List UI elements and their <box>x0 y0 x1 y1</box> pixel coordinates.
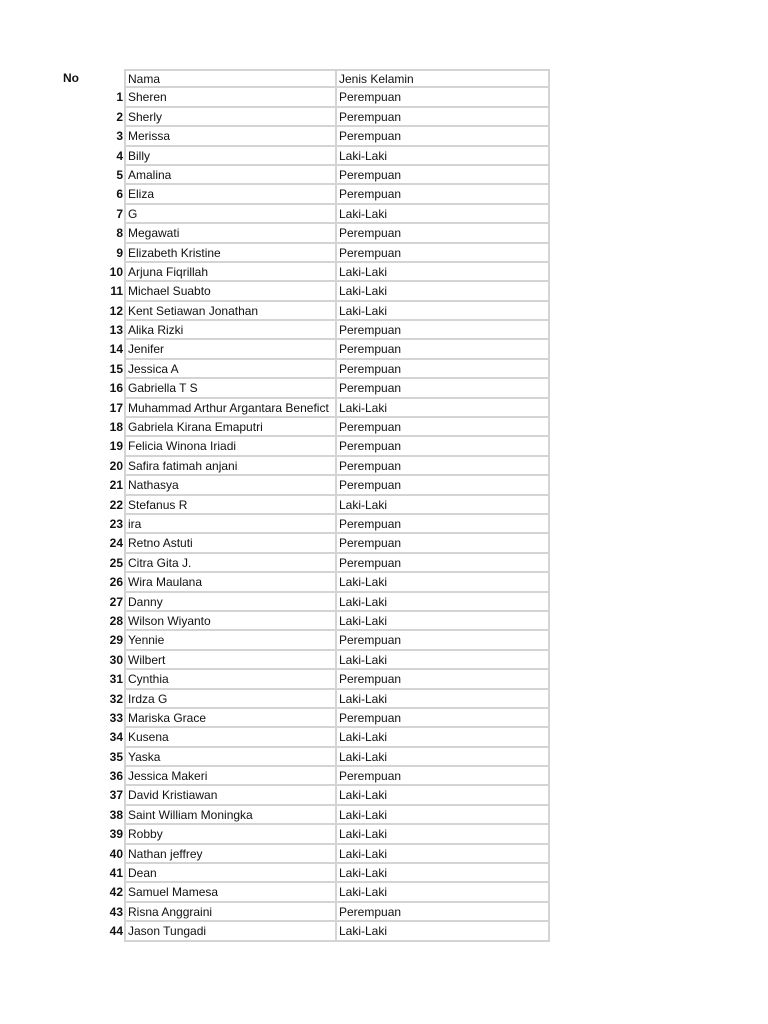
table-row <box>107 845 550 864</box>
cell-nama[interactable]: Stefanus R <box>124 496 337 515</box>
table-row <box>107 282 550 301</box>
row-number: 15 <box>109 361 123 376</box>
cell-nama[interactable]: David Kristiawan <box>124 786 337 805</box>
row-number: 4 <box>116 148 123 163</box>
cell-jenis-kelamin[interactable]: Perempuan <box>337 554 550 573</box>
row-number: 22 <box>109 497 123 512</box>
table-row <box>107 127 550 146</box>
table-row <box>107 515 550 534</box>
cell-nama[interactable]: Yennie <box>124 631 337 650</box>
table-row <box>107 457 550 476</box>
cell-nama[interactable]: Wira Maulana <box>124 573 337 592</box>
table-row <box>107 399 550 418</box>
cell-nama[interactable]: Sherly <box>124 108 337 127</box>
row-number: 30 <box>109 652 123 667</box>
cell-jenis-kelamin[interactable]: Perempuan <box>337 360 550 379</box>
row-number: 3 <box>116 129 123 144</box>
row-number: 36 <box>109 769 123 784</box>
cell-nama[interactable]: Wilson Wiyanto <box>124 612 337 631</box>
table-row <box>107 573 550 592</box>
column-header-nama[interactable]: Nama <box>124 69 337 88</box>
cell-jenis-kelamin[interactable]: Perempuan <box>337 379 550 398</box>
row-number: 38 <box>109 807 123 822</box>
cell-jenis-kelamin[interactable]: Laki-Laki <box>337 728 550 747</box>
cell-nama[interactable]: Kusena <box>124 728 337 747</box>
row-number: 44 <box>109 924 123 939</box>
cell-nama[interactable]: Citra Gita J. <box>124 554 337 573</box>
row-number: 29 <box>109 633 123 648</box>
cell-jenis-kelamin[interactable]: Perempuan <box>337 185 550 204</box>
cell-nama[interactable]: Nathan jeffrey <box>124 845 337 864</box>
cell-jenis-kelamin[interactable]: Laki-Laki <box>337 845 550 864</box>
cell-jenis-kelamin[interactable]: Perempuan <box>337 515 550 534</box>
table-row <box>107 554 550 573</box>
row-number: 24 <box>109 536 123 551</box>
cell-jenis-kelamin[interactable]: Perempuan <box>337 534 550 553</box>
cell-jenis-kelamin[interactable]: Perempuan <box>337 476 550 495</box>
cell-nama[interactable]: Gabriella T S <box>124 379 337 398</box>
cell-nama[interactable]: Elizabeth Kristine <box>124 244 337 263</box>
row-number: 14 <box>109 342 123 357</box>
header-num-spacer <box>107 69 124 88</box>
row-number: 11 <box>110 284 123 299</box>
row-number: 7 <box>116 206 123 221</box>
cell-jenis-kelamin[interactable]: Perempuan <box>337 224 550 243</box>
cell-nama[interactable]: ira <box>124 515 337 534</box>
cell-jenis-kelamin[interactable]: Laki-Laki <box>337 612 550 631</box>
cell-jenis-kelamin[interactable]: Perempuan <box>337 244 550 263</box>
cell-jenis-kelamin[interactable]: Laki-Laki <box>337 282 550 301</box>
cell-jenis-kelamin[interactable]: Perempuan <box>337 457 550 476</box>
cell-nama[interactable]: Dean <box>124 864 337 883</box>
cell-jenis-kelamin[interactable]: Laki-Laki <box>337 922 550 941</box>
cell-nama[interactable]: Alika Rizki <box>124 321 337 340</box>
cell-nama[interactable]: Irdza G <box>124 690 337 709</box>
column-header-no: No <box>63 71 79 85</box>
table-row <box>107 651 550 670</box>
cell-jenis-kelamin[interactable]: Laki-Laki <box>337 748 550 767</box>
cell-nama[interactable]: Amalina <box>124 166 337 185</box>
row-number: 41 <box>109 866 123 881</box>
cell-nama[interactable]: Jessica Makeri <box>124 767 337 786</box>
cell-nama[interactable]: Megawati <box>124 224 337 243</box>
table-body <box>107 88 550 941</box>
cell-jenis-kelamin[interactable]: Laki-Laki <box>337 883 550 902</box>
cell-jenis-kelamin[interactable]: Laki-Laki <box>337 263 550 282</box>
cell-nama[interactable]: Cynthia <box>124 670 337 689</box>
table-row <box>107 709 550 728</box>
cell-jenis-kelamin[interactable]: Laki-Laki <box>337 573 550 592</box>
row-number: 13 <box>109 323 123 338</box>
table-row <box>107 340 550 359</box>
row-number: 8 <box>116 226 123 241</box>
row-number: 21 <box>109 478 123 493</box>
table-row <box>107 418 550 437</box>
cell-nama[interactable]: Gabriela Kirana Emaputri <box>124 418 337 437</box>
table-row <box>107 147 550 166</box>
cell-jenis-kelamin[interactable]: Laki-Laki <box>337 690 550 709</box>
cell-nama[interactable]: Michael Suabto <box>124 282 337 301</box>
column-header-jenis-kelamin[interactable]: Jenis Kelamin <box>337 69 550 88</box>
table-row <box>107 670 550 689</box>
table-row <box>107 825 550 844</box>
cell-jenis-kelamin[interactable]: Laki-Laki <box>337 205 550 224</box>
table-header-row <box>107 69 550 88</box>
cell-nama[interactable]: Kent Setiawan Jonathan <box>124 302 337 321</box>
table-row <box>107 476 550 495</box>
table-row <box>107 224 550 243</box>
row-number: 34 <box>109 730 123 745</box>
row-number: 43 <box>109 904 123 919</box>
cell-nama[interactable]: Saint William Moningka <box>124 806 337 825</box>
cell-nama[interactable]: Wilbert <box>124 651 337 670</box>
table-row <box>107 360 550 379</box>
table-row <box>107 321 550 340</box>
cell-nama[interactable]: Robby <box>124 825 337 844</box>
student-table <box>107 69 550 942</box>
table-row <box>107 205 550 224</box>
cell-nama[interactable]: G <box>124 205 337 224</box>
table-row <box>107 806 550 825</box>
row-number: 6 <box>116 187 123 202</box>
table-row <box>107 379 550 398</box>
cell-nama[interactable]: Risna Anggraini <box>124 903 337 922</box>
table-row <box>107 864 550 883</box>
row-number: 37 <box>109 788 123 803</box>
cell-nama[interactable]: Arjuna Fiqrillah <box>124 263 337 282</box>
cell-nama[interactable]: Muhammad Arthur Argantara Benefict <box>124 399 337 418</box>
cell-nama[interactable]: Billy <box>124 147 337 166</box>
row-number: 1 <box>116 90 123 105</box>
cell-jenis-kelamin[interactable]: Perempuan <box>337 166 550 185</box>
cell-nama[interactable]: Safira fatimah anjani <box>124 457 337 476</box>
cell-nama[interactable]: Merissa <box>124 127 337 146</box>
row-number: 33 <box>109 710 123 725</box>
row-number: 5 <box>116 167 123 182</box>
row-number: 23 <box>109 516 123 531</box>
table-row <box>107 302 550 321</box>
table-row <box>107 728 550 747</box>
cell-jenis-kelamin[interactable]: Laki-Laki <box>337 806 550 825</box>
cell-jenis-kelamin[interactable]: Perempuan <box>337 321 550 340</box>
cell-nama[interactable]: Danny <box>124 593 337 612</box>
cell-nama[interactable]: Samuel Mamesa <box>124 883 337 902</box>
cell-jenis-kelamin[interactable]: Laki-Laki <box>337 147 550 166</box>
table-row <box>107 166 550 185</box>
cell-jenis-kelamin[interactable]: Perempuan <box>337 767 550 786</box>
table-row <box>107 786 550 805</box>
cell-jenis-kelamin[interactable]: Perempuan <box>337 418 550 437</box>
row-number: 16 <box>109 381 123 396</box>
table-row <box>107 496 550 515</box>
table-row <box>107 748 550 767</box>
table-row <box>107 437 550 456</box>
table-row <box>107 690 550 709</box>
table-row <box>107 631 550 650</box>
table-row <box>107 883 550 902</box>
row-number: 2 <box>116 109 123 124</box>
cell-jenis-kelamin[interactable]: Laki-Laki <box>337 399 550 418</box>
cell-nama[interactable]: Eliza <box>124 185 337 204</box>
row-number: 40 <box>109 846 123 861</box>
row-number: 18 <box>109 420 123 435</box>
row-number: 10 <box>109 264 123 279</box>
cell-nama[interactable]: Jason Tungadi <box>124 922 337 941</box>
cell-nama[interactable]: Sheren <box>124 88 337 107</box>
row-number: 9 <box>116 245 123 260</box>
row-number: 25 <box>109 555 123 570</box>
cell-jenis-kelamin[interactable]: Laki-Laki <box>337 593 550 612</box>
cell-jenis-kelamin[interactable]: Perempuan <box>337 670 550 689</box>
table-row <box>107 108 550 127</box>
row-number: 39 <box>109 827 123 842</box>
cell-nama[interactable]: Jenifer <box>124 340 337 359</box>
cell-nama[interactable]: Yaska <box>124 748 337 767</box>
row-number: 20 <box>109 458 123 473</box>
cell-nama[interactable]: Retno Astuti <box>124 534 337 553</box>
cell-jenis-kelamin[interactable]: Perempuan <box>337 127 550 146</box>
cell-nama[interactable]: Felicia Winona Iriadi <box>124 437 337 456</box>
cell-nama[interactable]: Nathasya <box>124 476 337 495</box>
cell-jenis-kelamin[interactable]: Perempuan <box>337 631 550 650</box>
cell-jenis-kelamin[interactable]: Laki-Laki <box>337 302 550 321</box>
table-row <box>107 185 550 204</box>
cell-jenis-kelamin[interactable]: Laki-Laki <box>337 496 550 515</box>
table-row <box>107 612 550 631</box>
cell-jenis-kelamin[interactable]: Laki-Laki <box>337 825 550 844</box>
row-number: 26 <box>109 575 123 590</box>
cell-jenis-kelamin[interactable]: Perempuan <box>337 437 550 456</box>
row-number: 42 <box>109 885 123 900</box>
cell-jenis-kelamin[interactable]: Perempuan <box>337 88 550 107</box>
table-row <box>107 244 550 263</box>
table-row <box>107 767 550 786</box>
cell-nama[interactable]: Mariska Grace <box>124 709 337 728</box>
row-number: 32 <box>109 691 123 706</box>
cell-jenis-kelamin[interactable]: Laki-Laki <box>337 786 550 805</box>
row-number: 28 <box>109 613 123 628</box>
table-row <box>107 922 550 941</box>
row-number: 12 <box>109 303 123 318</box>
row-number: 31 <box>109 672 123 687</box>
row-number: 17 <box>109 400 123 415</box>
cell-jenis-kelamin[interactable]: Laki-Laki <box>337 864 550 883</box>
table-row <box>107 263 550 282</box>
cell-jenis-kelamin[interactable]: Perempuan <box>337 709 550 728</box>
table-row <box>107 534 550 553</box>
table-row <box>107 903 550 922</box>
cell-nama[interactable]: Jessica A <box>124 360 337 379</box>
table-row <box>107 88 550 107</box>
row-number: 19 <box>109 439 123 454</box>
cell-jenis-kelamin[interactable]: Perempuan <box>337 108 550 127</box>
row-number: 35 <box>109 749 123 764</box>
row-number: 27 <box>109 594 123 609</box>
cell-jenis-kelamin[interactable]: Laki-Laki <box>337 651 550 670</box>
cell-jenis-kelamin[interactable]: Perempuan <box>337 903 550 922</box>
cell-jenis-kelamin[interactable]: Perempuan <box>337 340 550 359</box>
table-row <box>107 593 550 612</box>
